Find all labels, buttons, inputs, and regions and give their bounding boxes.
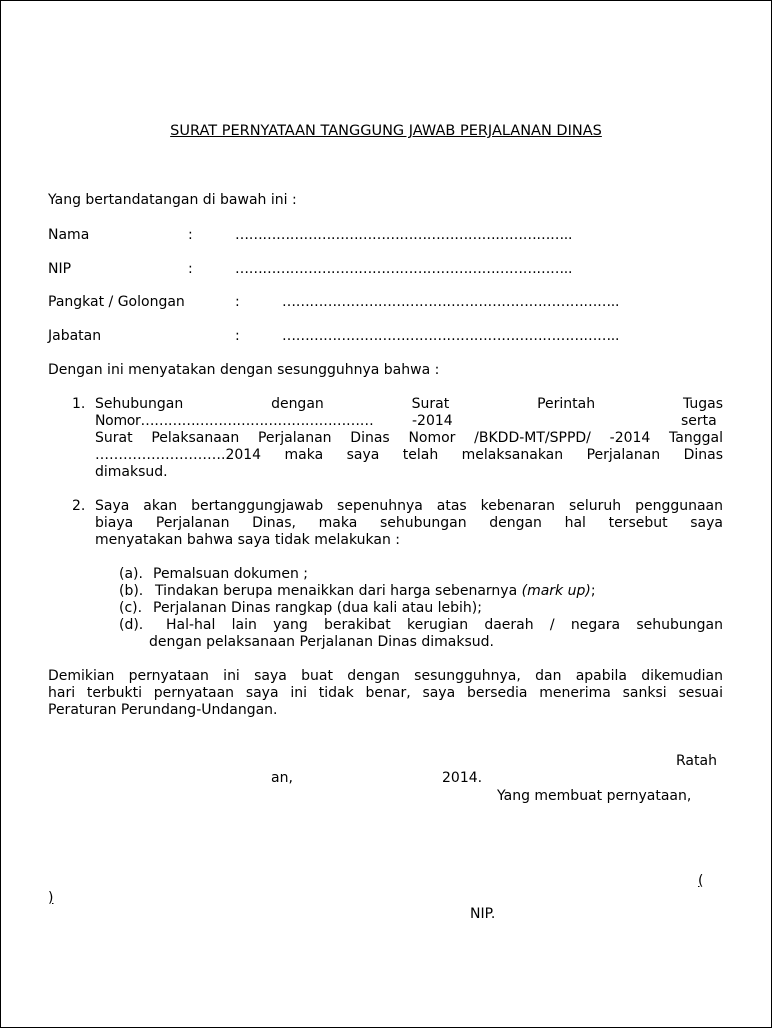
- intro-text: Yang bertandatangan di bawah ini :: [48, 192, 297, 208]
- item1-serta: serta: [681, 413, 717, 429]
- item1-word: dengan: [271, 396, 324, 412]
- field-colon-jabatan: :: [235, 328, 240, 344]
- item1-word: Perintah: [537, 396, 596, 412]
- subitem-d-label: (d).: [119, 617, 144, 633]
- item1-word: Tugas: [682, 396, 723, 412]
- item1-number: 1.: [72, 396, 86, 412]
- field-label-nama: Nama: [48, 227, 90, 243]
- field-colon-pangkat: :: [235, 294, 240, 310]
- field-colon-nip: :: [188, 261, 193, 277]
- subitem-d-line1: Hal-hal lain yang berakibat kerugian daerah / negara sehubungan: [166, 617, 723, 633]
- item2-line2: biaya Perjalanan Dinas, maka sehubungan dengan hal tersebut saya: [95, 515, 723, 531]
- subitem-a-label: (a).: [119, 566, 143, 582]
- item2-number: 2.: [72, 498, 86, 514]
- signature-year: 2014.: [442, 770, 483, 786]
- item1-nomor: Nomor……………………………………………: [95, 413, 374, 429]
- field-dots-jabatan: ………………………………………………………………..: [282, 328, 620, 344]
- item1-line5: dimaksud.: [95, 464, 168, 480]
- statement-text: Dengan ini menyatakan dengan sesungguhnya bahwa :: [48, 362, 440, 378]
- signature-maker: Yang membuat pernyataan,: [497, 788, 692, 804]
- signature-close-paren: ): [48, 890, 54, 906]
- signature-place-b: an,: [271, 770, 293, 786]
- item1-line3: Surat Pelaksanaan Perjalanan Dinas Nomor /BKDD-MT/SPPD/ -2014 Tanggal: [95, 430, 723, 446]
- subitem-b-markup: (mark up): [521, 583, 591, 599]
- item1-word: Sehubungan: [95, 396, 184, 412]
- field-colon-nama: :: [188, 227, 193, 243]
- signature-open-paren: (: [698, 873, 704, 889]
- item2-line3: menyatakan bahwa saya tidak melakukan :: [95, 532, 400, 548]
- item1-year: -2014: [412, 413, 453, 429]
- item1-line1: [95, 396, 723, 413]
- subitem-c-text: Perjalanan Dinas rangkap (dua kali atau lebih);: [153, 600, 482, 616]
- field-label-nip: NIP: [48, 261, 72, 277]
- signature-place-a: Ratah: [676, 753, 717, 769]
- closing-line2: hari terbukti pernyataan saya ini tidak benar, saya bersedia menerima sanksi sesuai: [48, 685, 723, 701]
- subitem-b-text: Tindakan berupa menaikkan dari harga sebenarnya: [155, 583, 518, 599]
- subitem-a-text: Pemalsuan dokumen ;: [153, 566, 309, 582]
- closing-line3: Peraturan Perundang-Undangan.: [48, 702, 278, 718]
- field-dots-nip: ………………………………………………………………..: [235, 261, 573, 277]
- field-dots-pangkat: ………………………………………………………………..: [282, 294, 620, 310]
- closing-line1: Demikian pernyataan ini saya buat dengan sesungguhnya, dan apabila dikemudian: [48, 668, 723, 684]
- subitem-b-line: [155, 583, 596, 600]
- signature-nip: NIP.: [470, 906, 496, 922]
- item1-word: Surat: [411, 396, 450, 412]
- subitem-c-label: (c).: [119, 600, 143, 616]
- subitem-b-tail: ;: [590, 583, 596, 599]
- field-label-jabatan: Jabatan: [48, 328, 102, 344]
- subitem-b-label: (b).: [119, 583, 144, 599]
- subitem-d-line2: dengan pelaksanaan Perjalanan Dinas dimaksud.: [149, 634, 494, 650]
- item1-line4: ……………………….2014 maka saya telah melaksanakan Perjalanan Dinas: [95, 447, 723, 463]
- field-label-pangkat: Pangkat / Golongan: [48, 294, 185, 310]
- item2-line1: Saya akan bertanggungjawab sepenuhnya atas kebenaran seluruh penggunaan: [95, 498, 723, 514]
- document-title: SURAT PERNYATAAN TANGGUNG JAWAB PERJALANAN DINAS: [170, 123, 602, 139]
- field-dots-nama: ………………………………………………………………..: [235, 227, 573, 243]
